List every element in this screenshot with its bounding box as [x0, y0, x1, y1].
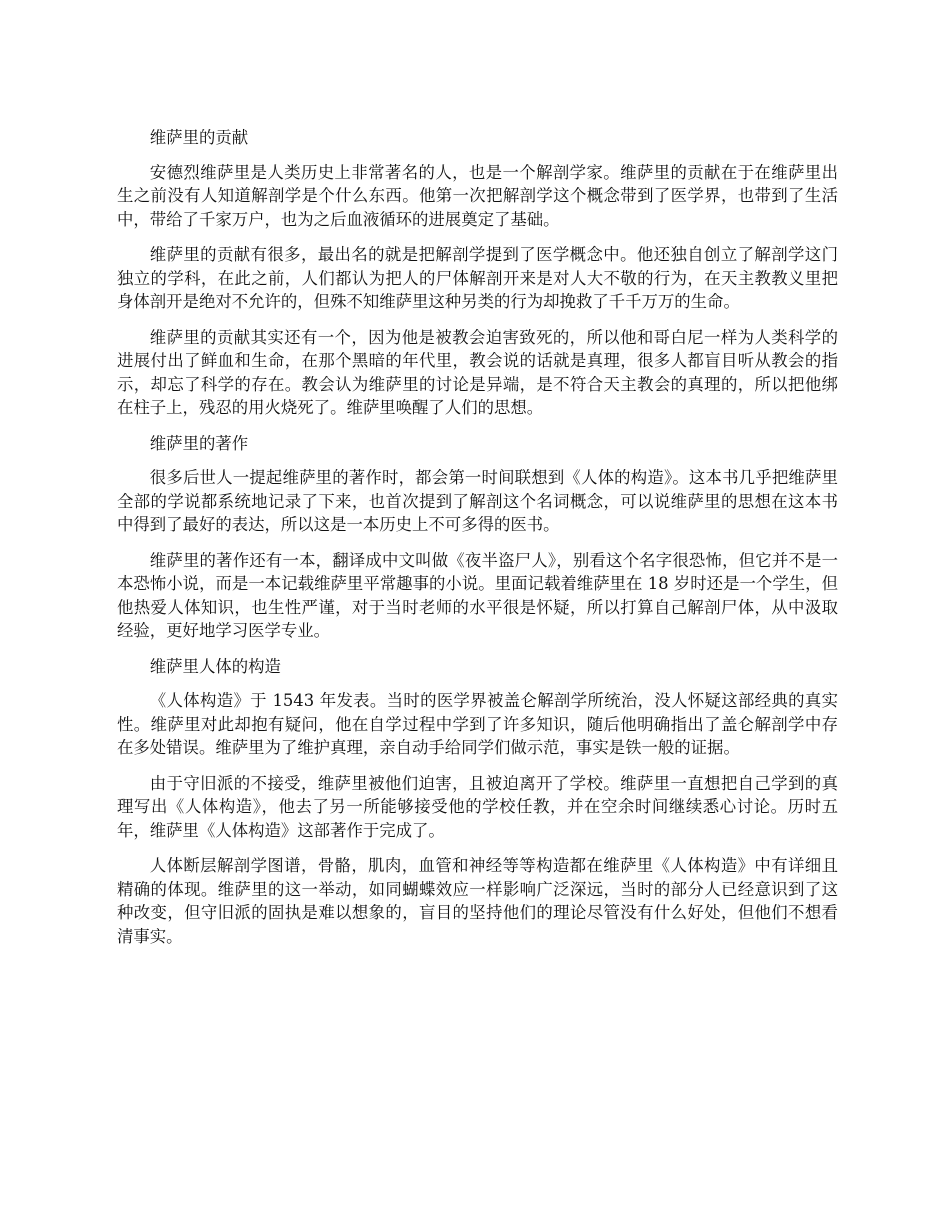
section-heading: 维萨里的贡献: [149, 128, 249, 147]
section-works: [117, 432, 838, 643]
paragraph: 维萨里的贡献有很多，最出名的就是把解剖学提到了医学概念中。他还独自创立了解剖学这门独立的学科，在此之前，人们都认为把人的尸体解剖开来是对人大不敬的行为，在天主教教义里把身体剖开是绝对不允许的，但殊不知维萨里这种另类的行为却挽救了千千万万的生命。: [117, 245, 838, 311]
section-heading: 维萨里的著作: [149, 433, 249, 453]
paragraph: 维萨里的著作还有一本，翻译成中文叫做《夜半盗尸人》，别看这个名字很恐怖，但它并不是一本恐怖小说，而是一本记载维萨里平常趣事的小说。里面记载着维萨里在 18 岁时还是一个学生，但他热爱人体知识，也生性严谨，对于当时老师的水平很是怀疑，所以打算自己解剖尸体，从中汲取经验，更好地学习医学专业。: [117, 550, 838, 640]
paragraph: 很多后世人一提起维萨里的著作时，都会第一时间联想到《人体的构造》。这本书几乎把维萨里全部的学说都系统地记录了下来，也首次提到了解剖这个名词概念，可以说维萨里的思想在这本书中得到了最好的表达，所以这是一本历史上不可多得的医书。: [117, 468, 838, 534]
section-contribution: [117, 126, 838, 420]
section-heading: 维萨里人体的构造: [149, 656, 281, 676]
paragraph: 人体断层解剖学图谱，骨骼，肌肉，血管和神经等等构造都在维萨里《人体构造》中有详细且精确的体现。维萨里的这一举动，如同蝴蝶效应一样影响广泛深远，当时的部分人已经意识到了这种改变，但守旧派的固执是难以想象的，盲目的坚持他们的理论尽管没有什么好处，但他们不想看清事实。: [117, 856, 838, 946]
paragraph: 安德烈维萨里是人类历史上非常著名的人，也是一个解剖学家。维萨里的贡献在于在维萨里出生之前没有人知道解剖学是个什么东西。他第一次把解剖学这个概念带到了医学界，也带到了生活中，带给了千家万户，也为之后血液循环的进展奠定了基础。: [117, 162, 838, 229]
paragraph: 由于守旧派的不接受，维萨里被他们迫害，且被迫离开了学校。维萨里一直想把自己学到的真理写出《人体构造》，他去了另一所能够接受他的学校任教，并在空余时间继续悉心讨论。历时五年，维萨里《人体构造》这部著作于完成了。: [117, 773, 838, 840]
paragraph: 《人体构造》于 1543 年发表。当时的医学界被盖仑解剖学所统治，没人怀疑这部经典的真实性。维萨里对此却抱有疑问，他在自学过程中学到了许多知识，随后他明确指出了盖仑解剖学中存在多处错误。维萨里为了维护真理，亲自动手给同学们做示范，事实是铁一般的证据。: [117, 691, 838, 757]
section-human-body-structure: [117, 655, 838, 949]
paragraph: 维萨里的贡献其实还有一个，因为他是被教会迫害致死的，所以他和哥白尼一样为人类科学的进展付出了鲜血和生命，在那个黑暗的年代里，教会说的话就是真理，很多人都盲目听从教会的指示，却忘了科学的存在。教会认为维萨里的讨论是异端，是不符合天主教会的真理的，所以把他绑在柱子上，残忍的用火烧死了。维萨里唤醒了人们的思想。: [117, 327, 838, 417]
